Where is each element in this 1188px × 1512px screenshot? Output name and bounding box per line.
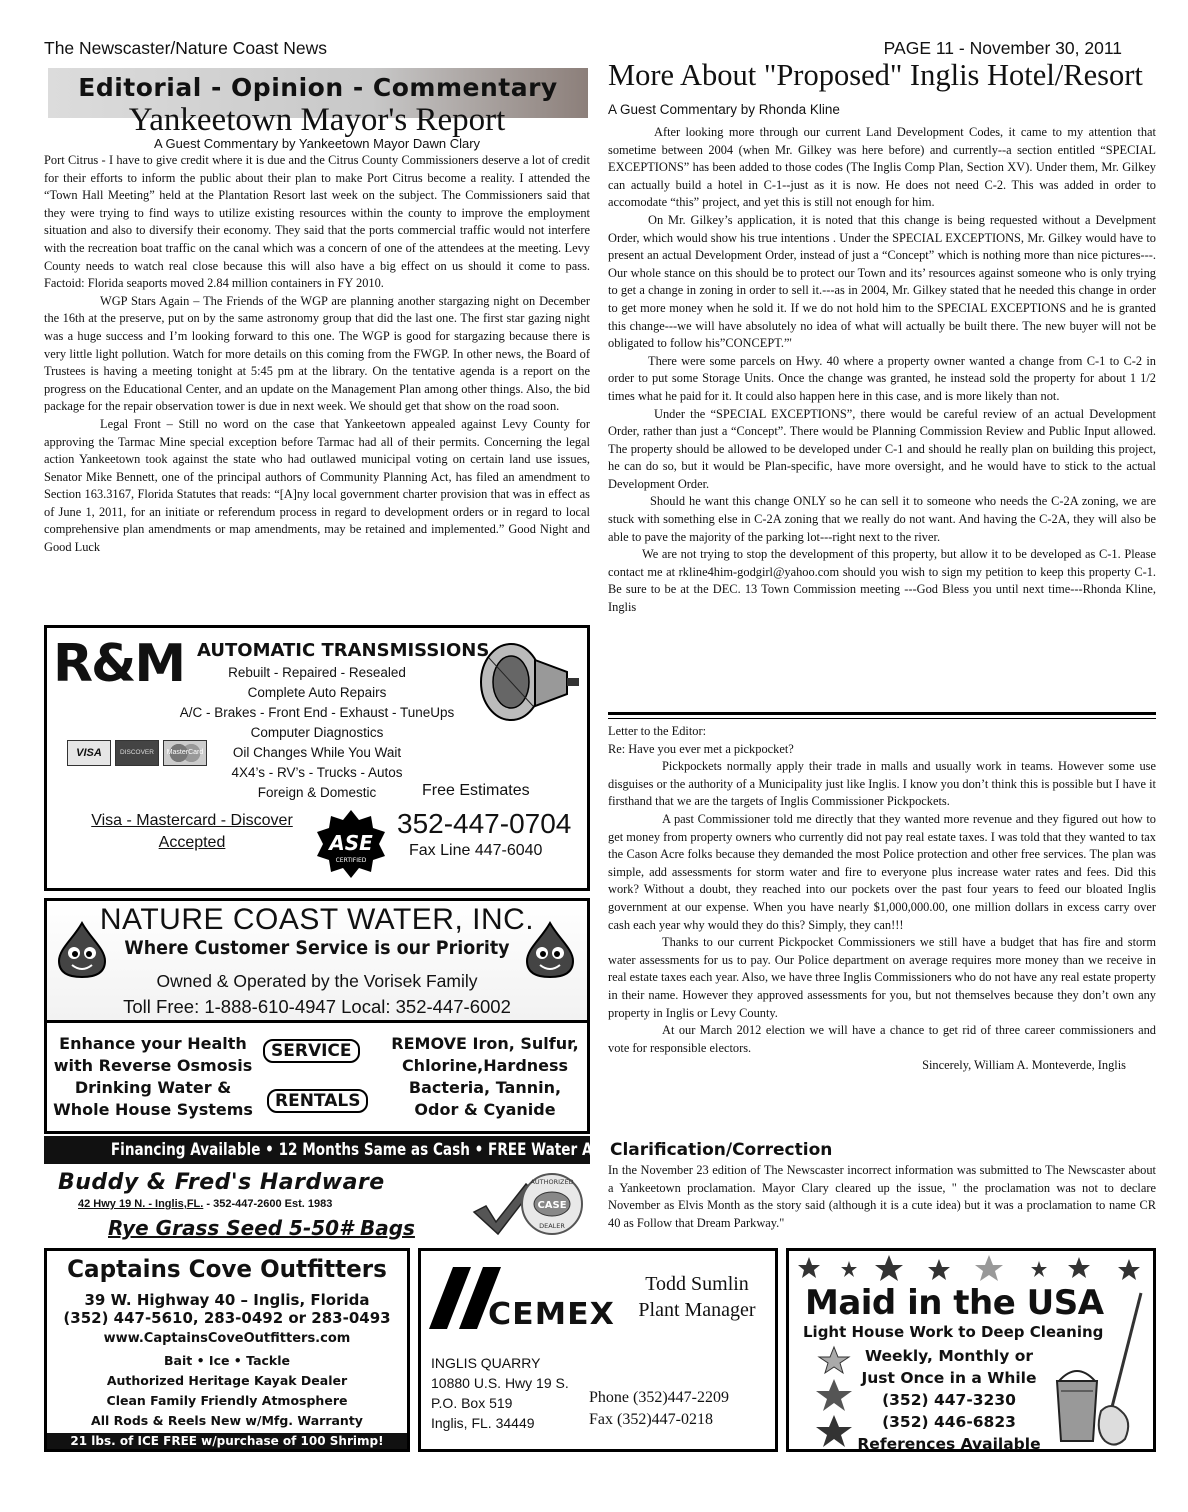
captains-line: Authorized Heritage Kayak Dealer: [106, 1373, 348, 1388]
rm-payment-line: Accepted: [158, 834, 226, 851]
paragraph: There were some parcels on Hwy. 40 where a property owner wanted a change from C-1 to C-2 in order to put some Storage Units. Once the change was granted, he instead sold the property for about 1 1/2 times what he paid for it. It could also happen here in this case, and is more likely than not.: [608, 353, 1156, 403]
paragraph: At our March 2012 election we will have a chance to get rid of three career commissioners and vote for responsible electors.: [608, 1023, 1156, 1055]
captains-address: 39 W. Highway 40 – Inglis, Florida: [84, 1291, 370, 1309]
maid-ad: [786, 1248, 1156, 1452]
maid-line: Just Once in a While: [861, 1369, 1037, 1387]
cemex-fax: Fax (352)447-0218: [589, 1411, 713, 1428]
cemex-role: Plant Manager: [638, 1299, 756, 1321]
maid-line: Weekly, Monthly or: [864, 1347, 1034, 1365]
cemex-phone: Phone (352)447-2209: [589, 1389, 729, 1406]
case-dealer-badge-icon: [468, 1172, 586, 1238]
water-line: Enhance your Health: [59, 1034, 247, 1053]
cemex-logo-text: CEMEX: [487, 1297, 616, 1332]
water-left-text: [47, 1033, 259, 1121]
cemex-ad: [418, 1248, 778, 1452]
rm-service-line: Foreign & Domestic: [257, 785, 377, 800]
captains-web: www.CaptainsCoveOutfitters.com: [103, 1331, 351, 1346]
paragraph: Thanks to our current Pickpocket Commissioners we still have a budget that has fire and storm water assessments for us to pay. Our Police department on average requires more money than we receive in real estate taxes each year. Also, we have three Inglis Commissioners who do not have any real estate property in their name. However they approved assessments for you, but not themselves because they don’t own any property in Inglis or Levy County.: [608, 935, 1156, 1020]
transmission-icon: [475, 638, 581, 726]
paragraph: Should he want this change ONLY so he can sell it to someone who needs the C-2A zoning, we are stuck with something else in C-2A zoning that we really do not want. And having the C-2A, they will also be able to pave the majority of the parking lot---right next to the river.: [608, 494, 1156, 544]
maid-line-1: Light House Work to Deep Cleaning: [803, 1323, 1104, 1341]
discover-logo: DISCOVER: [115, 740, 159, 766]
visa-logo: VISA: [67, 740, 111, 766]
ase-sub-text: CERTIFIED: [335, 857, 367, 864]
water-phones: Toll Free: 1-888-610-4947 Local: 352-447-6002: [123, 996, 511, 1017]
section-banner-text: Editorial - Opinion - Commentary: [78, 73, 558, 102]
rm-service-line: Complete Auto Repairs: [247, 685, 387, 700]
paragraph: Legal Front – Still no word on the case that Yankeetown appealed against Levy County for approving the Tarmac Mine special exception before Tarmac had all of their permits. Concerning the legal action Yankeetown took against the state who had outlawed municipal voting on certain land use issues, Senator Mike Bennett, one of the principal authors of Community Planning Act, has filed an amendment to Section 163.3167, Florida Statutes that reads: “[A]ny local government charter provision that was in effect as of June 1, 2011, for an initiate or referendum process in regard to development orders or in regard to local comprehensive plan amendments or map amendments, may be retained and implemented.” Good Night and Good Luck: [44, 416, 590, 555]
maid-line: (352) 446-6823: [882, 1413, 1016, 1431]
water-financing-text: Financing Available • 12 Months Same as Cash • FREE Water Analysis: [110, 1140, 646, 1160]
article-byline: A Guest Commentary by Yankeetown Mayor Dawn Clary: [153, 136, 481, 151]
case-badge-bottom: DEALER: [539, 1222, 565, 1230]
captains-lines: [47, 1351, 407, 1431]
paragraph: After looking more through our current Land Development Codes, it came to my attention that sometime between 2004 (when Mr. Gilkey was here before) and currently--a section entitled “SPECIAL EXCEPTIONS” has been added to those codes (The Inglis Comp Plan, Section XV). Under them, Mr. Gilkey can actually build a hotel in C-1--just as it is now. He does not need C-2. This was added in order to accomodate “this” project, and yet this is still not enough for him.: [608, 125, 1156, 210]
case-badge-top: AUTHORIZED: [530, 1178, 574, 1186]
paragraph: Port Citrus - I have to give credit where it is due and the Citrus County Commissioners deserve a lot of credit for their efforts to inform the public about their plan to make Port Citrus become a reality. I attended the “Town Hall Meeting” held at the Plantation Resort last week on the subject. The Commissioners said that they were trying to find ways to utilize existing resources within the county to improve the employment situation and also to diversify their economy. They said that the ports commercial traffic would not interfere with the recreation boat traffic on the canal which was a concern of one of the attendees at the meeting. Levy County needs to watch real close because this will also have a big effect on us should it come to pass. Factoid: Florida seaports moved 2.84 million containers in FY 2010.: [44, 153, 590, 291]
letter-to-editor: [608, 723, 1156, 1075]
running-head-right: PAGE 11 - November 30, 2011: [883, 38, 1122, 58]
water-line: Bacteria, Tannin,: [408, 1078, 562, 1097]
letter-re: Re: Have you ever met a pickpocket?: [608, 741, 794, 756]
water-owned: Owned & Operated by the Vorisek Family: [156, 971, 478, 991]
cemex-address-line: 10880 U.S. Hwy 19 S.: [431, 1375, 569, 1391]
cemex-address-line: P.O. Box 519: [431, 1395, 513, 1411]
ase-text: ASE: [329, 831, 373, 855]
clarification-heading: Clarification/Correction: [610, 1140, 833, 1160]
rm-service-line: Oil Changes While You Wait: [232, 745, 402, 760]
article-body: [44, 152, 590, 557]
rm-payment-line: Visa - Mastercard - Discover: [91, 812, 293, 829]
hardware-product: Rye Grass Seed 5-50# Bags: [108, 1216, 415, 1240]
rm-ad: [44, 625, 590, 891]
maid-name: Maid in the USA: [805, 1283, 1104, 1323]
paragraph: We are not trying to stop the development of this property, but allow it to be developed as C-1. Please contact me at rkline4him-godgirl@yahoo.com should you wish to sign my petition to keep this property C-1. Be sure to be at the DEC. 13 Town Commission meeting ---God Bless you until next time---Rhonda Kline, Inglis: [608, 547, 1156, 615]
clarification-body: [608, 1162, 1156, 1232]
hardware-name: Buddy & Fred's Hardware: [58, 1170, 385, 1195]
cemex-person: Todd Sumlin: [645, 1273, 749, 1295]
water-drop-mascot-icon: [523, 921, 577, 979]
captains-line: Bait • Ice • Tackle: [164, 1353, 290, 1368]
hardware-ad: [44, 1166, 590, 1242]
hardware-phone: - 352-447-2600 Est. 1983: [203, 1198, 333, 1210]
rentals-label: RENTALS: [267, 1089, 368, 1113]
rm-logo: R&M: [53, 634, 185, 694]
case-badge-text: CASE: [537, 1200, 567, 1211]
rm-fax: Fax Line 447-6040: [409, 842, 543, 859]
water-right-text: [383, 1033, 587, 1121]
rm-free-estimates: Free Estimates: [422, 782, 530, 799]
right-article-body: [608, 124, 1156, 617]
water-drop-mascot-icon: [55, 921, 109, 979]
rm-service-line: Computer Diagnostics: [250, 725, 384, 740]
service-label: SERVICE: [263, 1039, 360, 1063]
hardware-address-line: [78, 1198, 332, 1210]
star-icon: [809, 1345, 859, 1449]
captains-line: All Rods & Reels New w/Mfg. Warranty: [91, 1413, 363, 1428]
captains-phones: (352) 447-5610, 283-0492 or 283-0493: [63, 1309, 391, 1327]
water-line: Whole House Systems: [53, 1100, 253, 1119]
right-article-byline: A Guest Commentary by Rhonda Kline: [608, 102, 840, 117]
ase-badge-icon: [315, 808, 387, 880]
mastercard-logo: MasterCard: [163, 740, 207, 766]
section-divider: [608, 712, 1156, 719]
rm-service-line: A/C - Brakes - Front End - Exhaust - TuneUps: [179, 705, 455, 720]
rm-payment: [87, 810, 297, 854]
running-head-left: The Newscaster/Nature Coast News: [44, 38, 328, 58]
water-company-name: NATURE COAST WATER, INC.: [99, 903, 535, 936]
water-slogan: Where Customer Service is our Priority: [124, 937, 510, 959]
cemex-address-line: INGLIS QUARRY: [431, 1355, 541, 1371]
paragraph: A past Commissioner told me directly that they wanted more revenue and they figured out how to get money from property owners who currently did not pay real estate taxes. I was told that they wanted to tax the Cason Acre folks because they demanded the most Police protection and other free services. The plan was simple, add assessments for storm water and fire to everyone plus increase water rates and fees. Did this work? Without a doubt, they reached into our pockets over the past four years to feed our bloated Inglis government at our expense. When you have nearly $1,000,000.00, one million dollars in excess carry over cash each year why would they do this? Simply, they can!!!: [608, 811, 1156, 932]
water-ad-top: [44, 898, 590, 1020]
paragraph: Under the “SPECIAL EXCEPTIONS”, there would be careful review of an actual Development Order, rather than just a “Concept”. There would be Planning Commission Review and Public Input allowed. The property should be allowed to be developed under C-1 and should he really plan on building this project, he can do so, but it would be Plan-specific, have more oversight, and he would have to stick to the actual Development Order.: [608, 406, 1156, 491]
right-article-title: More About "Proposed" Inglis Hotel/Resort: [608, 58, 1143, 92]
captains-line: Clean Family Friendly Atmosphere: [106, 1393, 348, 1408]
cemex-contact: [589, 1387, 729, 1431]
article-title: Yankeetown Mayor's Report: [128, 102, 506, 138]
paragraph: In the November 23 edition of The Newscaster incorrect information was submitted to The Newscaster about a Yankeetown proclamation. Mayor Clary cleared up the issue, " the proclamation was not to declare November as Elvis Month as the story said (although it is a cute idea) but it was a proclamation to name CR 40 as Follow that Dream Parkway.": [608, 1163, 1156, 1230]
captains-cove-ad: [44, 1248, 410, 1452]
water-line: Odor & Cyanide: [414, 1100, 556, 1119]
cemex-address-line: Inglis, FL. 34449: [431, 1415, 535, 1431]
captains-footer: 21 lbs. of ICE FREE w/purchase of 100 Shrimp!: [47, 1433, 407, 1449]
rm-service-line: 4X4’s - RV’s - Trucks - Autos: [231, 765, 403, 780]
maid-line: References Available: [857, 1435, 1041, 1453]
water-financing-bar: [44, 1136, 646, 1164]
maid-line: (352) 447-3230: [882, 1391, 1016, 1409]
water-ad-bottom: [44, 1020, 590, 1134]
water-line: with Reverse Osmosis: [53, 1056, 253, 1075]
rm-headline: AUTOMATIC TRANSMISSIONS: [197, 640, 490, 661]
water-line: Drinking Water &: [74, 1078, 232, 1097]
paragraph: Pickpockets normally apply their trade in malls and usually work in teams. However some use disguises or the authority of a Municipality just like Inglis. I know you don’t think this is possible but I have it firsthand that we are the targets of Inglis Commissioner Pickpockets.: [608, 759, 1156, 809]
hardware-address: 42 Hwy 19 N. - Inglis,FL.: [78, 1198, 204, 1210]
letter-signature: Sincerely, William A. Monteverde, Inglis: [922, 1058, 1126, 1073]
water-line: REMOVE Iron, Sulfur,: [391, 1034, 579, 1053]
paragraph: WGP Stars Again – The Friends of the WGP are planning another stargazing night on December the 16th at the preserve, put on by the same astronomy group that did the last one. The first star gazing night was a huge success and I’m looking forward to this one. The WGP is good for stargazing because there is very little light pollution. Watch for more details on this coming from the FWGP. In other news, the Board of Trustees is having a meeting tonight at 5:45 pm at the library. On the tentative agenda is a report on the progress on the Educational Center, and an update on the Management Plan among other things. Also, the bid package for the repair observation tower is due in next week. We should get that show on the road soon.: [44, 293, 590, 414]
letter-intro: Letter to the Editor:: [608, 724, 707, 738]
cemex-address: [431, 1353, 569, 1433]
captains-name: Captains Cove Outfitters: [67, 1255, 387, 1283]
paragraph: On Mr. Gilkey’s application, it is noted that this change is being requested without a Develpment Order, which would show his true intentions . Under the SPECIAL EXCEPTIONS, Mr. Gilkey would have to present an actual Development Order, instead of just a “Concept” which is nothing more than nice pictures---. Our whole stance on this should be to protect our Town and its’ resources against someone who is only trying to get a change in zoning in order to sell it.---as in 2004, Mr. Gilkey stated that he needed this change in order to get more money when he sold it. If we do not hold him to the SPECIAL EXCEPTIONS and he is granted this change---we will have absolutely no idea of what will actually be built there. The new buyer will not be obligated to follow his”CONCEPT.”': [608, 212, 1156, 351]
water-line: Chlorine,Hardness: [401, 1056, 569, 1075]
rm-card-logos: [67, 740, 207, 766]
maid-lines: [839, 1345, 1059, 1455]
rm-phone: 352-447-0704: [397, 808, 572, 839]
mop-bucket-icon: [1051, 1291, 1151, 1451]
rm-service-line: Rebuilt - Repaired - Resealed: [228, 665, 406, 680]
